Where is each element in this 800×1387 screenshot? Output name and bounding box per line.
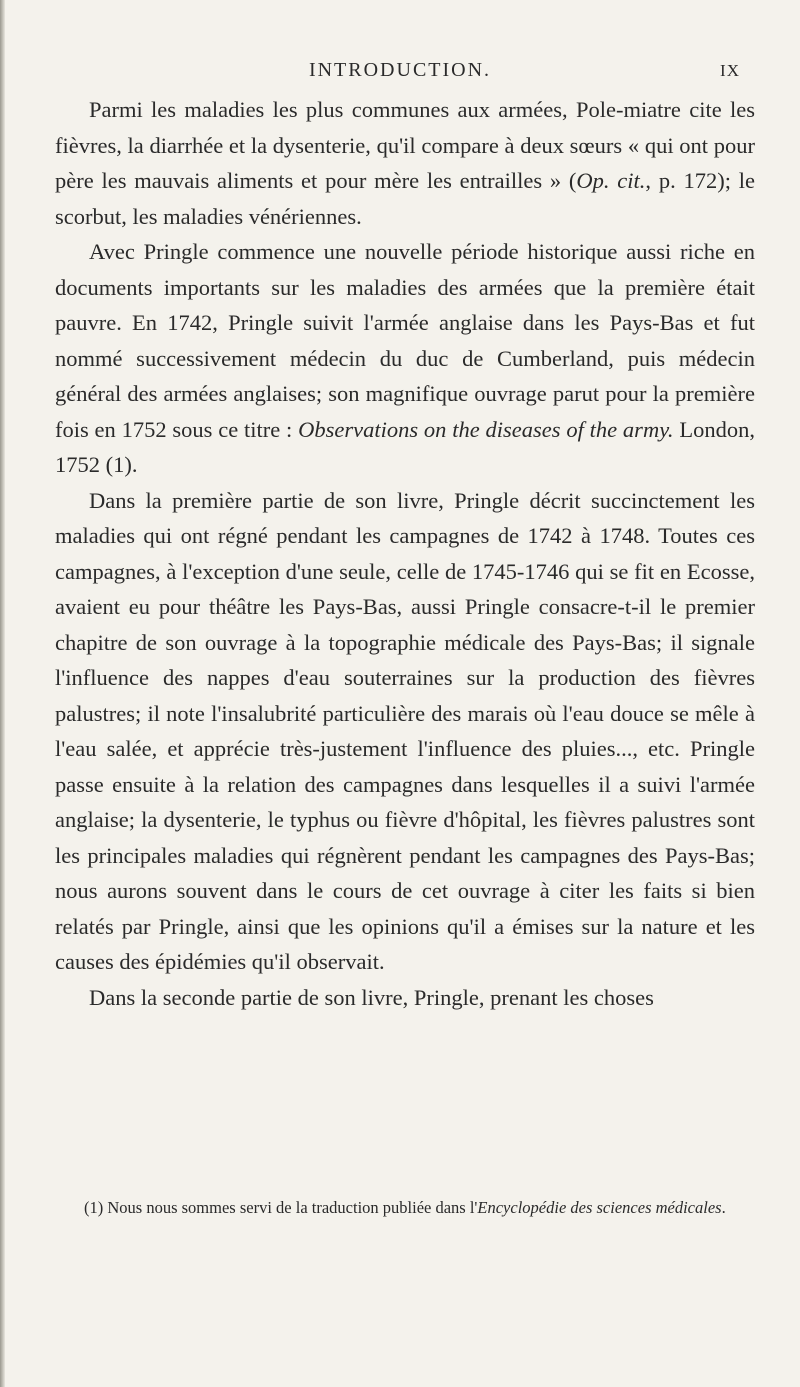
footnote-text-b: . xyxy=(721,1198,726,1217)
footnote-text-a: (1) Nous nous sommes servi de la traduction publiée dans l' xyxy=(84,1198,478,1217)
paragraph-2-text-a: Avec Pringle commence une nouvelle période historique aussi riche en documents importants sur les maladies des armées que la première était pauvre. En 1742, Pringle suivit l'armée anglaise dans les Pays-Bas et fut nommé successivement médecin du duc de Cumberland, puis médecin général des armées anglaises; son magnifique ouvrage parut pour la première fois en 1752 sous ce titre : xyxy=(55,239,755,442)
paragraph-1-text-a: Parmi les maladies les plus communes aux armées, Pole-miatre cite les fièvres, la diarrhée et la dysenterie, qu'il compare à deux sœurs « qui ont pour père les mauvais aliments et pour mère les entrailles » ( xyxy=(55,97,755,193)
body-text xyxy=(55,92,755,1015)
footnote-title: Encyclopédie des sciences médicales xyxy=(477,1198,722,1217)
paragraph-1-text-b: , p. 172); le scorbut, les maladies vénériennes. xyxy=(55,168,755,229)
paragraph-2 xyxy=(55,234,755,483)
citation-op-cit: Op. cit. xyxy=(576,168,646,193)
footnote xyxy=(60,1196,755,1219)
paragraph-3: Dans la première partie de son livre, Pringle décrit succinctement les maladies qui ont régné pendant les campagnes de 1742 à 1748. Toutes ces campagnes, à l'exception d'une seule, celle de 1745-1746 qui se fit en Ecosse, avaient eu pour théâtre les Pays-Bas, aussi Pringle consacre-t-il le premier chapitre de son ouvrage à la topographie médicale des Pays-Bas; il signale l'influence des nappes d'eau souterraines sur la production des fièvres palustres; il note l'insalubrité particulière des marais où l'eau douce se mêle à l'eau salée, et apprécie très-justement l'influence des pluies..., etc. Pringle passe ensuite à la relation des campagnes dans lesquelles il a suivi l'armée anglaise; la dysenterie, le typhus ou fièvre d'hôpital, les fièvres palustres sont les principales maladies qui régnèrent pendant les campagnes des Pays-Bas; nous aurons souvent dans le cours de cet ouvrage à citer les faits si bien relatés par Pringle, ainsi que les opinions qu'il a émises sur la nature et les causes des épidémies qu'il observait. xyxy=(55,487,755,974)
book-title: Observations on the diseases of the army. xyxy=(298,416,674,442)
paragraph-4: Dans la seconde partie de son livre, Pringle, prenant les choses xyxy=(89,984,654,1010)
paragraph-1 xyxy=(55,92,755,234)
running-head: INTRODUCTION. xyxy=(308,59,492,81)
page-header xyxy=(0,55,800,85)
page-number: IX xyxy=(720,61,740,80)
paragraph-2-text-b: London, 1752 (1). xyxy=(55,416,755,477)
page-edge-shadow xyxy=(0,0,5,1387)
